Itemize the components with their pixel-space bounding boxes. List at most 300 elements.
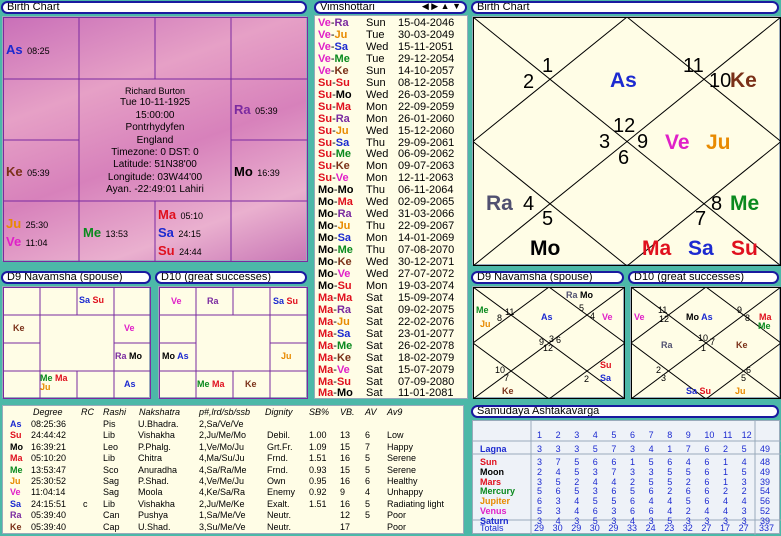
birth-timezone: Timezone: 0 DST: 0	[111, 147, 199, 159]
planet-table-cell-av: 6	[365, 476, 371, 486]
north-ve: Ve	[665, 131, 690, 154]
house-9-num: 4	[523, 193, 535, 215]
vimshottari-row[interactable]: Ma-Mo Sat 11-01-2081	[318, 387, 454, 399]
ashtak-total-cell: 30	[552, 523, 563, 533]
vimshottari-row[interactable]: Ma-Sa Sat 23-01-2077	[318, 327, 455, 340]
planet-table-cell-lrd: 4,Ma/Su/Ju	[199, 453, 245, 464]
vimshottari-row[interactable]: Su-Ra Mon 26-01-2060	[318, 112, 455, 125]
dasha-lord: Ma	[318, 387, 334, 399]
vimshottari-row[interactable]: Ve-Ke Sun 14-10-2057	[318, 64, 455, 77]
house-12-num: 1	[542, 55, 554, 77]
d9l-su: Su	[92, 295, 105, 305]
d10r-ma: Ma	[759, 312, 772, 322]
dasha-day: Wed	[366, 124, 389, 137]
ashtak-cell: 5	[741, 466, 747, 477]
vimshottari-row[interactable]: Ve-Sa Wed 15-11-2051	[318, 40, 454, 53]
d10r-n7: 7	[710, 337, 716, 347]
bhukti-lord: Ra	[337, 208, 352, 221]
bhukti-lord: Sa	[336, 327, 351, 340]
planet-table-cell-rashi: Lib	[103, 453, 116, 464]
ashtak-col-header: 5	[611, 430, 617, 440]
bhukti-lord: Mo	[335, 88, 352, 101]
deg-mo: 16:39	[257, 168, 280, 178]
d10-right-title: D10 (great successes)	[628, 271, 779, 284]
d9l-ke: Ke	[13, 323, 25, 333]
d10r-n5: 8	[745, 313, 751, 323]
planet-table-cell-nak: Pushya	[138, 510, 169, 521]
d9l-ra: Ra	[115, 351, 127, 361]
dasha-date: 29-09-2061	[398, 136, 455, 149]
ashtak-cell: 2	[723, 486, 729, 497]
dasha-lord: Su	[318, 160, 333, 173]
ashtak-cell: 6	[704, 476, 710, 487]
planet-table-cell-av9: Unhappy	[387, 487, 424, 498]
planet-table-cell-av: 5	[365, 510, 371, 521]
vimshottari-row[interactable]: Ve-Me Tue 29-12-2054	[318, 52, 455, 65]
ashtak-cell: 3	[741, 476, 747, 487]
planet-table-planet: Ma	[10, 453, 23, 464]
planet-table-cell-lrd: 2,Sa/Ve/Ve	[199, 419, 244, 429]
dasha-day: Wed	[366, 267, 389, 280]
planet-table-cell-dig: Enemy	[267, 487, 296, 498]
planet-ra: Ra	[234, 102, 251, 117]
ashtak-cell: 5	[667, 515, 673, 526]
ashtak-cell: 5	[574, 486, 580, 497]
north-as: As	[610, 69, 637, 92]
d10l-ju: Ju	[281, 351, 292, 361]
ashtak-cell: 6	[592, 457, 598, 467]
planet-table-cell-deg: 13:53:47	[31, 464, 67, 475]
d9r-n3: 3	[549, 334, 555, 344]
planet-table-cell-deg: 11:04:14	[31, 487, 66, 498]
ashtak-cell: 5	[574, 457, 580, 467]
ashtak-cell: 7	[611, 466, 617, 477]
bhukti-lord: Ke	[337, 256, 352, 268]
planet-table-header: p#,lrd/sb/ssb	[199, 407, 251, 417]
ashtak-cell: 3	[741, 506, 747, 516]
planet-table-cell-av9: Serene	[387, 464, 417, 475]
planet-table-cell-dig: Exalt.	[267, 498, 290, 509]
birth-time: 15:00:00	[135, 109, 175, 121]
dasha-day: Mon	[366, 232, 388, 245]
ashtak-cell: 4	[592, 476, 598, 487]
ashtak-cell: 2	[667, 486, 673, 497]
d10l-su: Su	[286, 296, 299, 306]
ashtak-row-name: Saturn	[480, 515, 509, 526]
ashtak-col-header: 4	[592, 430, 598, 440]
planet-table-header: Av9	[387, 407, 403, 417]
dasha-day: Sat	[366, 375, 383, 388]
dasha-date: 22-02-2076	[398, 315, 455, 328]
planet-table-cell-nak: U.Bhadra.	[138, 419, 179, 429]
vimshottari-row[interactable]: Ma-Ke Sat 18-02-2079	[318, 351, 455, 364]
planet-table-cell-av: 5	[365, 453, 371, 464]
north-sa: Sa	[688, 237, 714, 260]
planet-table-cell-av9: Happy	[387, 441, 414, 452]
d10l-as: As	[177, 351, 189, 361]
ashtak-cell: 5	[574, 466, 580, 477]
ashtak-cell: 4	[630, 515, 636, 526]
planet-table-cell-vb: 16	[340, 476, 351, 486]
planet-table-cell-deg: 24:44:42	[31, 430, 67, 441]
d10r-ke: Ke	[736, 340, 748, 350]
dasha-date: 06-09-2062	[398, 148, 455, 161]
vimshottari-row[interactable]: Ma-Su Sat 07-09-2080	[318, 375, 455, 388]
planet-table-cell-rashi: Cap	[103, 521, 120, 532]
planet-table-header: SB%	[309, 407, 330, 417]
dasha-date: 22-09-2059	[398, 100, 455, 113]
d9r-su: Su	[600, 360, 612, 370]
ashtak-row-total: 49	[760, 466, 771, 477]
vimshottari-row[interactable]: Su-Ju Wed 15-12-2060	[318, 124, 455, 137]
dasha-day: Tue	[366, 52, 385, 65]
d10l-sa: Sa	[273, 296, 285, 306]
ashtak-col-header: 3	[574, 430, 580, 440]
vimshottari-row[interactable]: Mo-Mo Thu 06-11-2064	[318, 184, 454, 197]
ashtak-row-name: Mars	[480, 476, 502, 487]
planet-ju: Ju	[6, 216, 22, 231]
dasha-date: 31-03-2066	[398, 208, 455, 221]
vimshottari-row[interactable]: Su-Ma Mon 22-09-2059	[318, 100, 455, 113]
d9r-n9: 9	[539, 337, 545, 347]
dasha-date: 08-12-2058	[398, 76, 455, 89]
bhukti-lord: Me	[336, 339, 353, 352]
dasha-day: Sat	[366, 339, 383, 352]
vimshottari-row[interactable]: Mo-Ke Wed 30-12-2071	[318, 256, 455, 268]
planet-table-cell-sb: 1.09	[309, 441, 327, 452]
bhukti-lord: Me	[335, 148, 352, 161]
dasha-lord: Ve	[318, 40, 331, 53]
d9r-n11: 7	[504, 373, 510, 383]
planet-table-cell-nak: P.Phalg.	[138, 441, 171, 452]
dasha-date: 30-03-2049	[398, 28, 455, 41]
ashtak-cell: 3	[741, 515, 747, 526]
ashtak-col-header: 11	[723, 430, 733, 440]
ashtak-cell: 2	[630, 476, 636, 487]
ashtak-cell: 6	[611, 457, 617, 467]
d10l-ma: Ma	[212, 379, 225, 389]
vimshottari-row[interactable]: Mo-Ma Wed 02-09-2065	[318, 196, 455, 209]
birth-longitude: Longitude: 03W44'00	[107, 171, 203, 183]
vimshottari-row[interactable]: Ma-Ra Sat 09-02-2075	[318, 303, 455, 316]
dasha-day: Sat	[366, 303, 383, 316]
ashtak-cell: 7	[555, 457, 561, 467]
deg-me: 13:53	[105, 229, 129, 239]
birth-date: Tue 10-11-1925	[119, 97, 191, 109]
vimshottari-row[interactable]: Mo-Su Mon 19-03-2074	[318, 279, 455, 292]
planet-table-cell-nak: U.Shad.	[138, 521, 171, 532]
dasha-day: Wed	[366, 148, 389, 161]
d9r-n12: 6	[556, 335, 562, 345]
dasha-day: Sat	[366, 351, 383, 364]
planet-table-cell-vb: 16	[340, 498, 351, 509]
d9l-ju: Ju	[40, 382, 51, 392]
planet-table-cell-deg: 05:10:20	[31, 453, 67, 464]
birth-place: Pontrhydyfen	[125, 122, 185, 134]
dasha-date: 11-01-2081	[398, 387, 454, 399]
dasha-day: Sat	[366, 327, 383, 340]
d9r-n4: 2	[584, 374, 590, 384]
vimshottari-row[interactable]: Mo-Ve Wed 27-07-2072	[318, 267, 455, 280]
dasha-day: Sat	[366, 387, 383, 399]
chart-me	[83, 224, 128, 242]
planet-table-cell-nak: Moola	[138, 487, 163, 498]
planet-table-cell-lrd: 4,Ke/Sa/Ra	[199, 487, 246, 498]
dasha-lord: Ma	[318, 351, 334, 364]
north-indian-birth-chart	[472, 16, 780, 265]
dasha-day: Mon	[366, 172, 388, 185]
dasha-date: 22-09-2067	[398, 220, 455, 233]
planet-table-cell-av9: Poor	[387, 521, 407, 532]
dasha-day: Mon	[366, 160, 388, 173]
north-su: Su	[731, 237, 758, 260]
ashtak-cell: 3	[537, 476, 543, 487]
vimshottari-title	[314, 1, 467, 14]
vimshottari-row[interactable]: Ma-Me Sat 26-02-2078	[318, 339, 455, 352]
samudaya-table	[472, 420, 780, 534]
dasha-lord: Su	[318, 100, 333, 113]
vimshottari-row[interactable]: Mo-Ju Thu 22-09-2067	[318, 220, 455, 233]
ashtak-cell: 2	[574, 476, 580, 487]
dasha-day: Wed	[366, 88, 389, 101]
ashtak-cell: 5	[537, 506, 543, 516]
d10l-ke: Ke	[245, 379, 257, 389]
dasha-day: Tue	[366, 28, 385, 41]
d9l-as: As	[124, 379, 136, 389]
dasha-date: 19-03-2074	[398, 279, 455, 292]
vimshottari-row[interactable]: Su-Ke Mon 09-07-2063	[318, 160, 455, 173]
house-5-num: 8	[711, 193, 723, 215]
bhukti-lord: Ra	[334, 17, 349, 29]
planet-table-cell-sb: 1.51	[309, 453, 327, 464]
ashtak-col-header: 6	[630, 430, 636, 440]
d10l-ra: Ra	[207, 296, 219, 306]
deg-ve: 11:04	[25, 238, 48, 248]
bhukti-lord: Me	[334, 52, 350, 65]
ashtak-cell: 4	[667, 496, 673, 507]
ashtak-cell: 3	[537, 457, 543, 467]
dasha-lord: Ma	[318, 327, 334, 340]
planet-table-cell-dig: Neutr.	[267, 521, 292, 532]
planet-details-table	[2, 405, 464, 534]
bhukti-lord: Mo	[337, 184, 354, 197]
vimshottari-row[interactable]: Su-Mo Wed 26-03-2059	[318, 88, 455, 101]
ashtak-cell: 3	[537, 444, 543, 454]
ashtak-cell: 3	[611, 506, 617, 516]
d9r-as: As	[541, 312, 553, 322]
dasha-lord: Su	[318, 172, 333, 185]
vimshottari-row[interactable]: Mo-Sa Mon 14-01-2069	[318, 232, 455, 245]
vimshottari-row[interactable]: Ma-Ju Sat 22-02-2076	[318, 315, 455, 328]
planet-table-cell-av9: Low	[387, 430, 404, 441]
dasha-lord: Ve	[318, 64, 331, 77]
ashtak-cell: 5	[648, 476, 654, 487]
d10r-ra: Ra	[661, 340, 673, 350]
planet-table-cell-dig: Debil.	[267, 430, 291, 441]
ashtak-total-cell: 29	[571, 523, 582, 533]
house-2-num: 11	[683, 55, 704, 77]
ashtak-cell: 4	[574, 506, 580, 516]
planet-table-cell-nak: Anuradha	[138, 464, 178, 475]
ashtak-total-cell: 29	[608, 523, 619, 533]
planet-table-cell-rashi: Can	[103, 510, 120, 521]
chart-mo	[234, 163, 280, 181]
planet-table-cell-av: 7	[365, 441, 371, 452]
vimshottari-row[interactable]: Su-Ve Mon 12-11-2063	[318, 172, 454, 185]
dasha-lord: Ma	[318, 363, 334, 376]
dasha-lord: Ma	[318, 291, 334, 304]
vimshottari-row[interactable]: Ma-Ma Sat 15-09-2074	[318, 291, 455, 304]
dasha-lord: Su	[318, 76, 333, 89]
birth-info	[79, 85, 231, 197]
ashtak-cell: 3	[555, 506, 561, 516]
ashtak-cell: 2	[685, 476, 691, 487]
dasha-date: 09-07-2063	[398, 160, 455, 173]
bhukti-lord: Sa	[334, 40, 348, 53]
dasha-lord: Mo	[318, 244, 334, 257]
dasha-date: 15-09-2074	[398, 291, 455, 304]
planet-table-cell-av9: Serene	[387, 453, 417, 464]
d10-north-chart	[630, 286, 780, 398]
dasha-day: Mon	[366, 279, 388, 292]
dasha-date: 14-10-2057	[398, 64, 455, 77]
bhukti-lord: Ke	[335, 160, 350, 173]
ashtak-total-cell: 27	[738, 523, 749, 533]
ashtak-row-name: Lagna	[480, 444, 507, 454]
planet-table-cell-rc: c	[83, 498, 88, 509]
house-8-num: 5	[542, 208, 554, 230]
vimshottari-row[interactable]: Mo-Ra Wed 31-03-2066	[318, 208, 455, 221]
d10r-n6: 1	[701, 343, 707, 353]
d9r-ve: Ve	[602, 312, 613, 322]
vimshottari-row[interactable]: Mo-Me Thu 07-08-2070	[318, 244, 455, 257]
dasha-lord: Mo	[318, 196, 334, 209]
vimshottari-row[interactable]: Ve-Ra Sun 15-04-2046	[318, 17, 455, 29]
dasha-day: Thu	[366, 136, 385, 149]
birth-latitude: Latitude: 51N38'00	[113, 159, 197, 171]
dasha-date: 09-02-2075	[398, 303, 455, 316]
vimshottari-row[interactable]: Ve-Ju Tue 30-03-2049	[318, 28, 455, 41]
d9r-ju: Ju	[480, 319, 491, 329]
planet-table-header: RC	[81, 407, 94, 417]
ashtak-row-total: 54	[760, 486, 771, 497]
ashtak-cell: 3	[574, 444, 580, 454]
d10l-mo: Mo	[162, 351, 175, 361]
vimshottari-row[interactable]: Su-Me Wed 06-09-2062	[318, 148, 455, 161]
d9r-mo: Mo	[580, 290, 594, 300]
ashtak-col-header: 12	[741, 430, 752, 440]
ashtak-cell: 4	[723, 506, 729, 516]
dasha-lord: Su	[318, 148, 333, 161]
ashtak-cell: 5	[685, 466, 691, 477]
bhukti-lord: Ma	[337, 196, 353, 209]
house-1-num: 12	[613, 115, 636, 137]
planet-table-cell-av: 4	[365, 487, 371, 498]
d10r-mo: Mo	[686, 312, 699, 322]
dasha-date: 23-01-2077	[398, 327, 455, 340]
birth-chart-right-title: Birth Chart	[471, 1, 779, 14]
birth-name: Richard Burton	[124, 86, 186, 96]
bhukti-lord: Ju	[336, 315, 350, 328]
planet-table-cell-av9: Radiating light	[387, 498, 445, 509]
planet-table-cell-sb: 0.92	[309, 487, 327, 498]
bhukti-lord: Ra	[336, 303, 352, 316]
north-mo: Mo	[530, 237, 561, 260]
vimshottari-row[interactable]: Su-Su Sun 08-12-2058	[318, 76, 455, 89]
house-11-num: 2	[523, 71, 535, 93]
bhukti-lord: Ke	[336, 351, 352, 364]
ashtak-cell: 7	[685, 444, 691, 454]
planet-table-planet: Mo	[10, 441, 23, 452]
ashtak-cell: 5	[648, 457, 654, 467]
ashtak-total-cell: 30	[589, 523, 600, 533]
planet-table-cell-deg: 05:39:40	[31, 510, 67, 521]
ashtak-cell: 1	[667, 444, 673, 454]
dasha-date: 14-01-2069	[398, 232, 455, 245]
ashtak-cell: 6	[648, 486, 654, 497]
ashtak-cell: 3	[630, 444, 636, 454]
d10r-n8: 2	[656, 365, 662, 375]
dasha-lord: Su	[318, 88, 333, 101]
ashtak-cell: 2	[685, 506, 691, 516]
dasha-lord: Ve	[318, 52, 331, 65]
ashtak-cell: 5	[741, 444, 747, 454]
north-me: Me	[730, 192, 760, 215]
north-ma: Ma	[642, 237, 672, 260]
house-4-num: 9	[637, 131, 649, 153]
vimshottari-row[interactable]: Ma-Ve Sat 15-07-2079	[318, 363, 455, 376]
planet-sa: Sa	[158, 225, 174, 240]
dasha-lord: Ve	[318, 17, 331, 29]
planet-table-cell-vb: 17	[340, 521, 351, 532]
ashtak-cell: 5	[592, 496, 598, 507]
ashtak-row-total: 39	[760, 515, 771, 526]
ashtak-cell: 3	[537, 515, 543, 526]
planet-table-planet: Sa	[10, 498, 22, 509]
planet-table-cell-rashi: Lib	[103, 430, 116, 441]
ashtak-cell: 6	[685, 486, 691, 497]
planet-ve: Ve	[6, 234, 22, 249]
dasha-day: Sun	[366, 17, 386, 29]
chart-ke	[6, 163, 50, 181]
d10l-me: Me	[197, 379, 210, 389]
dasha-date: 26-02-2078	[398, 339, 455, 352]
ashtak-cell: 4	[741, 496, 747, 507]
ashtak-cell: 6	[704, 486, 710, 497]
ashtak-row-total: 56	[760, 496, 771, 507]
ashtak-total-cell: 23	[664, 523, 675, 533]
ashtak-col-header: 7	[648, 430, 654, 440]
planet-table-cell-av9: Poor	[387, 510, 407, 521]
ashtak-row-name: Venus	[480, 506, 507, 516]
dasha-lord: Mo	[318, 232, 334, 245]
dasha-day: Wed	[366, 196, 389, 209]
planet-table-cell-lrd: 2,Ju/Me/Ke	[199, 498, 245, 509]
ashtak-cell: 2	[741, 486, 747, 497]
dasha-day: Wed	[366, 208, 389, 221]
vimshottari-nav-arrows[interactable]: ◀ ▶ ▲ ▼	[421, 1, 461, 11]
planet-table-cell-nak: P.Shad.	[138, 476, 169, 486]
ashtak-grand-total: 337	[759, 523, 775, 533]
ashtak-cell: 4	[704, 506, 710, 516]
planet-table-cell-sb: 1.00	[309, 430, 327, 441]
planet-table-cell-rashi: Pis	[103, 419, 116, 429]
deg-as: 08:25	[27, 46, 50, 56]
house-3-num: 10	[709, 70, 732, 92]
ashtak-total-cell: 32	[682, 523, 693, 533]
vimshottari-row[interactable]: Su-Sa Thu 29-09-2061	[318, 136, 455, 149]
dasha-day: Wed	[366, 40, 389, 53]
